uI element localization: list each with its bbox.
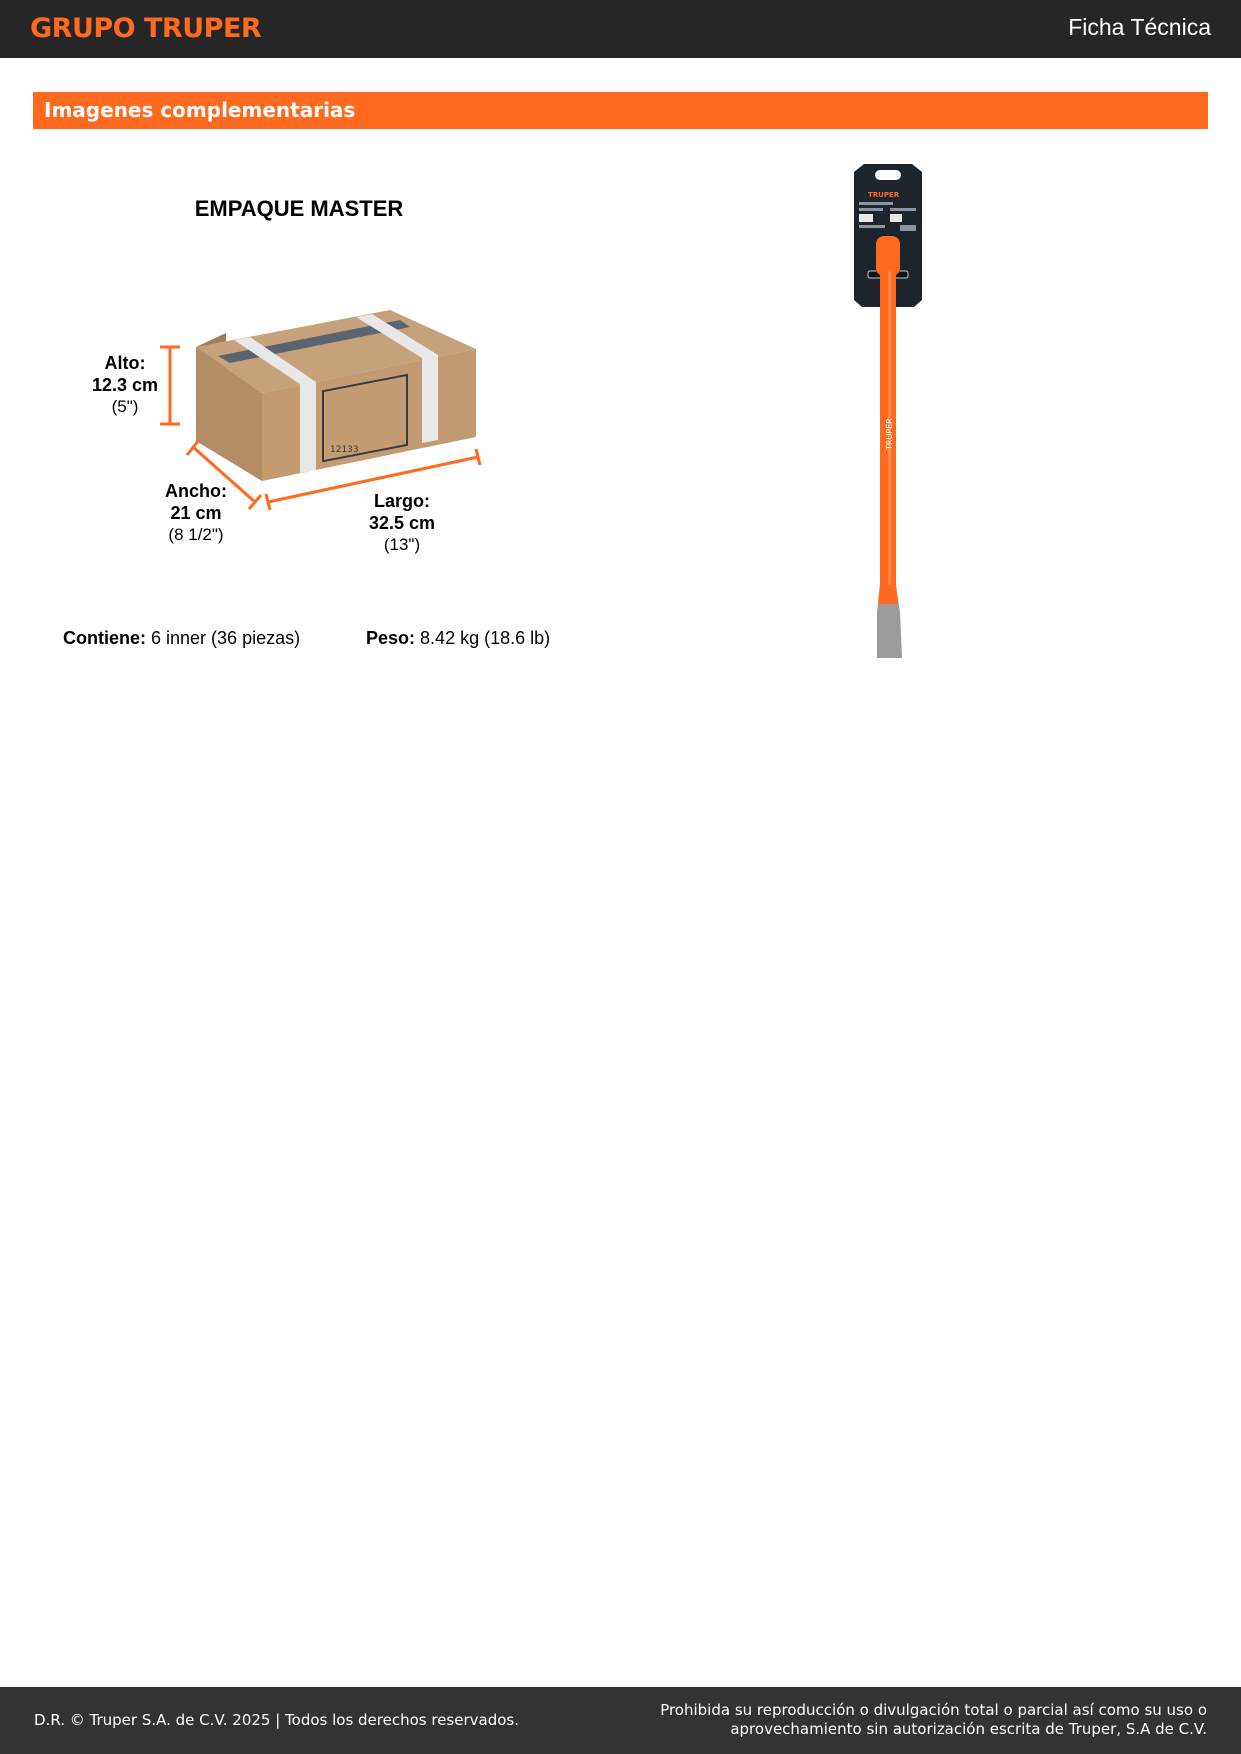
height-imperial: (5") — [111, 397, 139, 416]
card-text-line — [859, 202, 893, 205]
width-imperial: (8 1/2") — [168, 525, 224, 544]
length-title: Largo: — [374, 491, 430, 511]
contains-label: Contiene: — [63, 628, 146, 648]
master-pack-title: EMPAQUE MASTER — [194, 196, 404, 221]
card-brand: TRUPER — [868, 191, 900, 199]
tool-brand: TRUPER — [885, 418, 894, 450]
card-text-line — [859, 208, 883, 211]
card-length-mark — [890, 214, 902, 222]
width-metric: 21 cm — [170, 503, 222, 523]
length-metric: 32.5 cm — [368, 513, 436, 533]
height-metric: 12.3 cm — [91, 375, 159, 395]
copyright-notice: D.R. © Truper S.A. de C.V. 2025 | Todos los derechos reservados. — [34, 1711, 519, 1729]
legal-notice: Prohibida su reproducción o divulgación total o parcial así como su uso o aprovechamiento sin autorización escrita de Truper, S.A de C.V. — [660, 1701, 1207, 1738]
card-text-line — [900, 225, 916, 231]
weight-value: 8.42 kg (18.6 lb) — [420, 628, 551, 648]
chisel-blade-collar — [878, 585, 898, 604]
card-hang-hole — [875, 170, 901, 180]
card-text-line — [859, 225, 885, 228]
card-size-mark — [859, 214, 873, 222]
height-title: Alto: — [104, 353, 146, 373]
card-text-line — [890, 208, 916, 211]
length-imperial: (13") — [383, 535, 421, 554]
document-title: Ficha Técnica — [1068, 14, 1211, 40]
brand-logo: GRUPO TRUPER — [30, 13, 262, 44]
box-code: 12133 — [330, 445, 359, 455]
contains-value: 6 inner (36 piezas) — [151, 628, 301, 648]
weight-label: Peso: — [366, 628, 416, 648]
section-title: Imagenes complementarias — [44, 98, 356, 122]
width-title: Ancho: — [165, 481, 227, 501]
page-footer — [0, 1687, 1241, 1754]
